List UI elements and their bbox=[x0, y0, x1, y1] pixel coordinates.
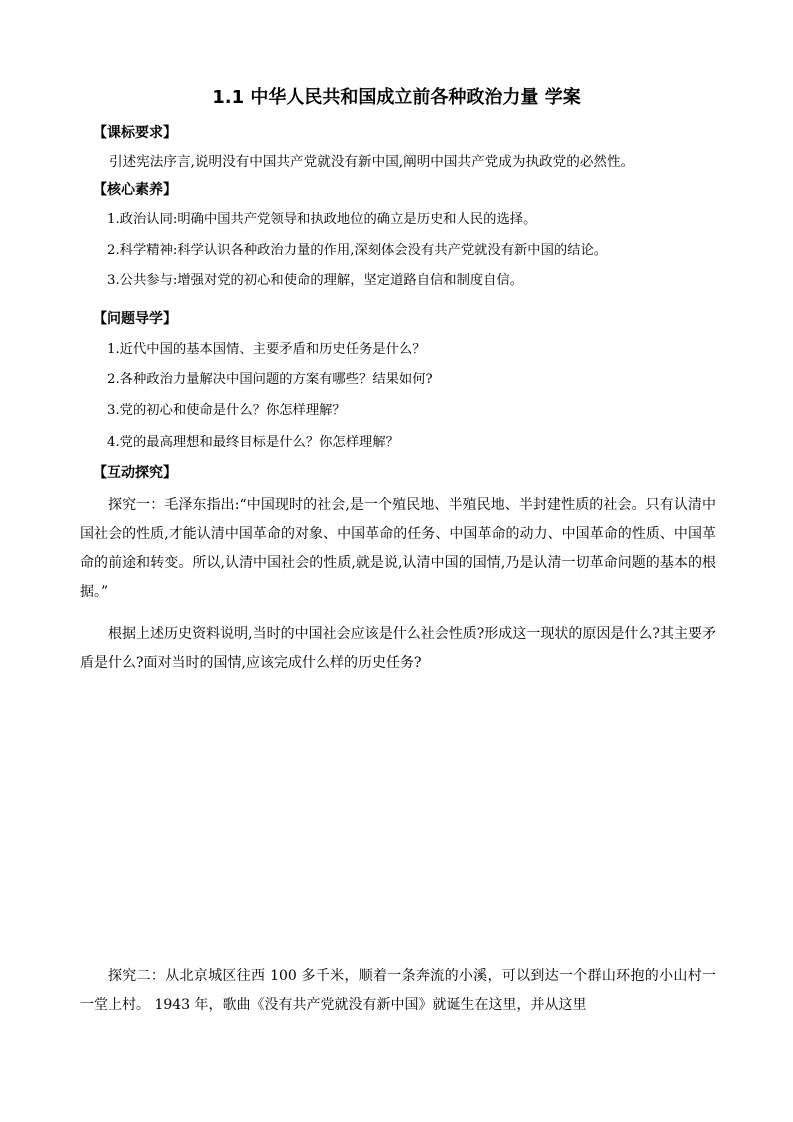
explore-two-paragraph: 探究二：从北京城区往西 100 多千米，顺着一条奔流的小溪，可以到达一个群山环抱的小山村一一堂上村。 1943 年，歌曲《没有共产党就没有新中国》就诞生在这里，并从这里 bbox=[80, 968, 716, 1013]
section-heading-questions: 【问题导学】 bbox=[93, 311, 177, 327]
section-heading-explore: 【互动探究】 bbox=[93, 465, 177, 481]
section-heading-standard: 【课标要求】 bbox=[93, 125, 177, 141]
question-item: 4.党的最高理想和最终目标是什么？你怎样理解？ bbox=[107, 435, 399, 450]
question-item: 3.党的初心和使命是什么？你怎样理解？ bbox=[107, 403, 346, 418]
literacy-item: 2.科学精神:科学认识各种政治力量的作用,深刻体会没有共产党就没有新中国的结论。 bbox=[107, 243, 608, 258]
question-item: 2.各种政治力量解决中国问题的方案有哪些？结果如何? bbox=[107, 372, 433, 387]
standard-text: 引述宪法序言,说明没有中国共产党就没有新中国,阐明中国共产党成为执政党的必然性。 bbox=[109, 154, 635, 170]
explore-one-paragraph: 探究一：毛泽东指出:“中国现时的社会,是一个殖民地、半殖民地、半封建性质的社会。只有认清中国社会的性质,才能认清中国革命的对象、中国革命的任务、中国革命的动力、中国革命的性质、中国革命的前途和转变。所以,认清中国社会的性质,就是说,认清中国的国情,乃是认清一切革命问题的基本的根据。” bbox=[80, 497, 716, 600]
literacy-item: 1.政治认同:明确中国共产党领导和执政地位的确立是历史和人民的选择。 bbox=[107, 212, 537, 227]
literacy-item: 3.公共参与:增强对党的初心和使命的理解，坚定道路自信和制度自信。 bbox=[107, 273, 524, 288]
document-title: 1.1 中华人民共和国成立前各种政治力量 学案 bbox=[212, 87, 581, 108]
explore-one-question: 根据上述历史资料说明,当时的中国社会应该是什么社会性质?形成这一现状的原因是什么?其主要矛盾是什么?面对当时的国情,应该完成什么样的历史任务? bbox=[80, 626, 716, 671]
section-heading-literacy: 【核心素养】 bbox=[93, 182, 177, 198]
question-item: 1.近代中国的基本国情、主要矛盾和历史任务是什么？ bbox=[107, 342, 426, 357]
